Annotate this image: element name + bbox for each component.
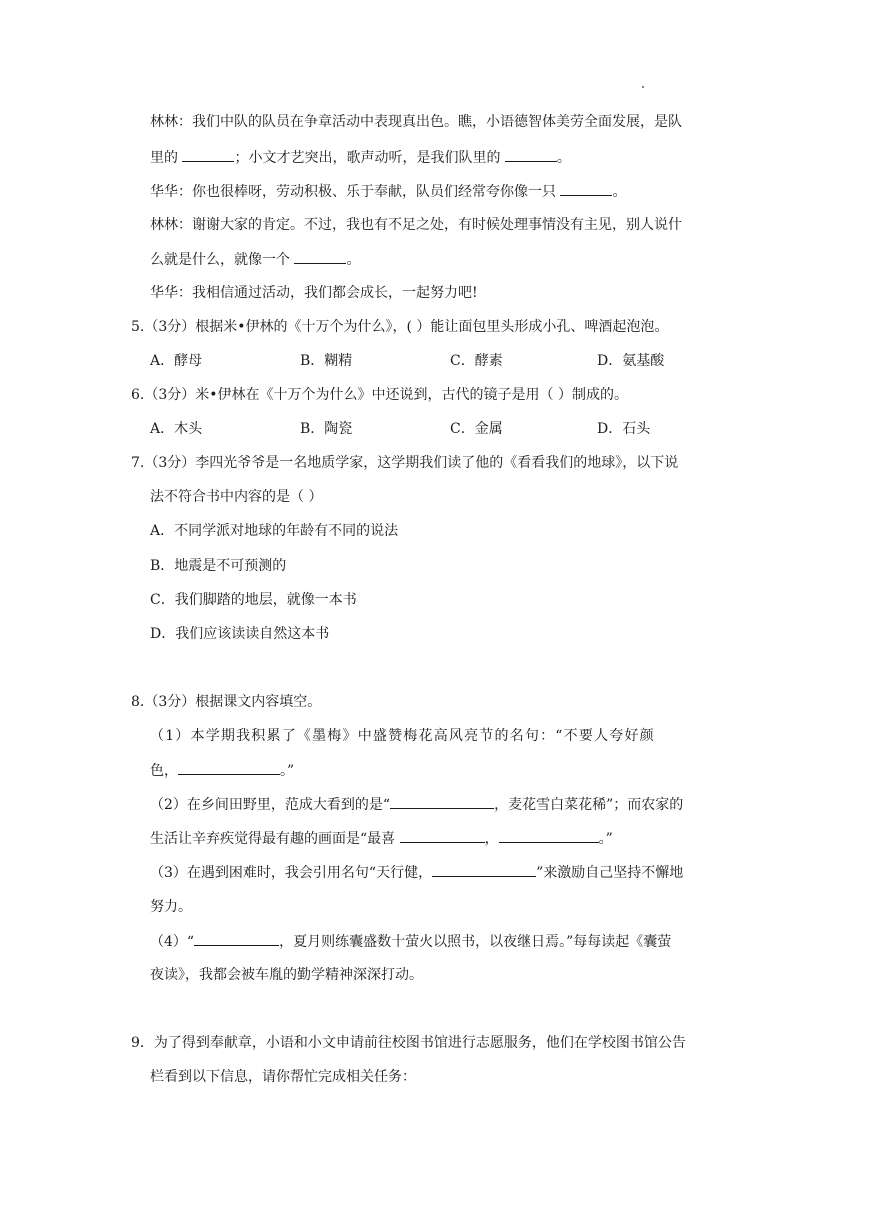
q7-option-c[interactable]: C．我们脚踏的地层，就像一本书 [150, 592, 357, 608]
q5-option-b[interactable]: B．糊精 [300, 353, 353, 369]
q6-option-d[interactable]: D．石头 [597, 421, 651, 437]
q6-option-b[interactable]: B．陶瓷 [300, 421, 353, 437]
dialogue-line-5: 么就是什么，就像一个 。 [150, 249, 360, 270]
question-6-stem: 6.（3分）米•伊林在《十万个为什么》中还说到，古代的镜子是用（ ）制成的。 [131, 387, 628, 403]
q8-part-4-line-2: 夜读》，我都会被车胤的勤学精神深深打动。 [150, 967, 423, 983]
fill-blank[interactable] [178, 760, 280, 775]
q6-option-c[interactable]: C．金属 [450, 421, 503, 437]
dialogue-line-1: 林林：我们中队的队员在争章活动中表现真出色。瞧，小语德智体美劳全面发展，是队 [150, 114, 682, 130]
fill-blank[interactable] [499, 828, 599, 843]
q8-part-4-line-1: （4）“ ，夏月则练囊盛数十萤火以照书，以夜继日焉。”每每读起《囊萤 [150, 931, 671, 952]
fill-blank[interactable] [294, 249, 346, 264]
q8-part-3-line-2: 努力。 [150, 899, 192, 915]
q8-part-1-line-1: （1）本学期我积累了《墨梅》中盛赞梅花高风亮节的名句：“不要人夸好颜 [150, 728, 655, 744]
fill-blank[interactable] [400, 828, 485, 843]
page-dot-mark [642, 86, 644, 88]
dialogue-line-3: 华华：你也很棒呀，劳动积极、乐于奉献，队员们经常夸你像一只 。 [150, 181, 626, 202]
fill-blank[interactable] [182, 147, 234, 162]
q5-option-d[interactable]: D．氨基酸 [597, 353, 665, 369]
question-8-stem: 8.（3分）根据课文内容填空。 [131, 694, 322, 710]
question-9-stem-line-2: 栏看到以下信息，请你帮忙完成相关任务： [150, 1069, 416, 1085]
q8-part-2-line-2: 生活让辛弃疾觉得最有趣的画面是“最喜 ， 。” [150, 828, 613, 849]
question-9-stem-line-1: 9．为了得到奉献章，小语和小文申请前往校图书馆进行志愿服务，他们在学校图书馆公告 [131, 1035, 686, 1051]
dialogue-line-2: 里的 ；小文才艺突出，歌声动听，是我们队里的 。 [150, 147, 571, 168]
question-7-stem-line-2: 法不符合书中内容的是（ ） [150, 489, 323, 505]
q7-option-b[interactable]: B．地震是不可预测的 [150, 558, 287, 574]
q8-part-2-line-1: （2）在乡间田野里，范成大看到的是“ ，麦花雪白菜花稀”；而农家的 [150, 794, 683, 815]
q5-option-a[interactable]: A．酵母 [150, 353, 203, 369]
dialogue-line-6: 华华：我相信通过活动，我们都会成长，一起努力吧! [150, 285, 478, 301]
q7-option-a[interactable]: A．不同学派对地球的年龄有不同的说法 [150, 523, 399, 539]
fill-blank[interactable] [432, 862, 536, 877]
q8-part-1-line-2: 色， 。” [150, 760, 294, 781]
q7-option-d[interactable]: D．我们应该读读自然这本书 [150, 626, 330, 642]
dialogue-line-4: 林林：谢谢大家的肯定。不过，我也有不足之处，有时候处理事情没有主见，别人说什 [150, 217, 682, 233]
fill-blank[interactable] [194, 931, 279, 946]
fill-blank[interactable] [560, 181, 612, 196]
q6-option-a[interactable]: A．木头 [150, 421, 203, 437]
question-7-stem-line-1: 7.（3分）李四光爷爷是一名地质学家，这学期我们读了他的《看看我们的地球》，以下说 [131, 455, 679, 471]
q5-option-c[interactable]: C．酵素 [450, 353, 503, 369]
q8-part-3-line-1: （3）在遇到困难时，我会引用名句“天行健， ”来激励自己坚持不懈地 [150, 862, 683, 883]
fill-blank[interactable] [390, 794, 494, 809]
fill-blank[interactable] [505, 147, 557, 162]
question-5-stem: 5.（3分）根据米•伊林的《十万个为什么》，( ）能让面包里头形成小孔、啤酒起泡泡。 [131, 319, 669, 335]
